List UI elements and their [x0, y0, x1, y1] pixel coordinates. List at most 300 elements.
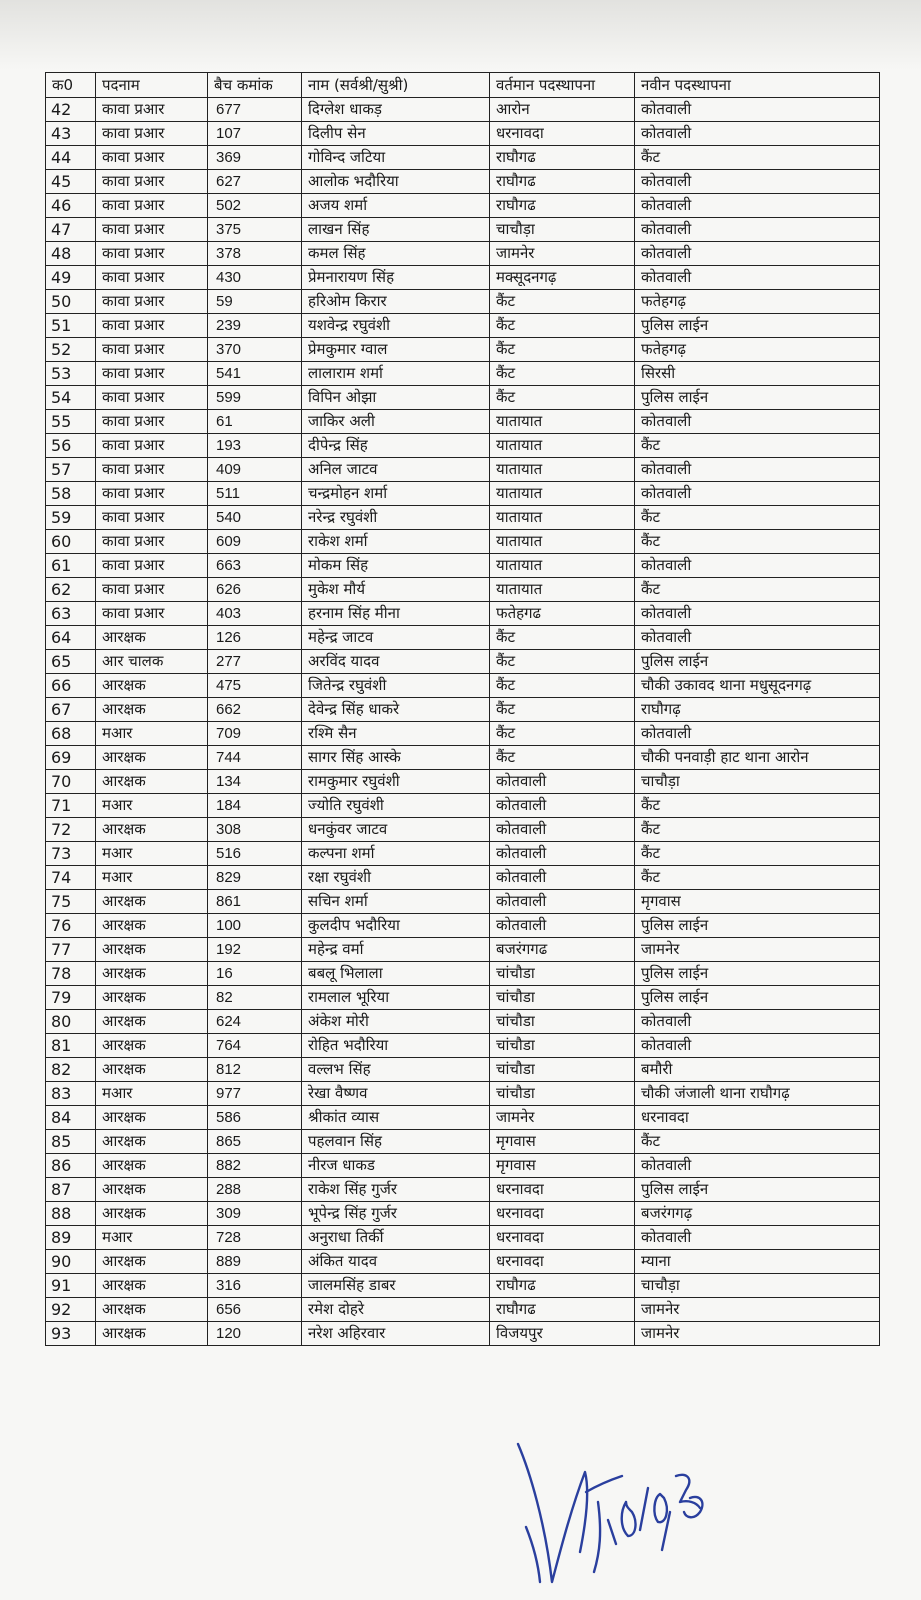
cell-new-posting: कोतवाली [635, 218, 880, 242]
table-row [46, 242, 880, 266]
table-row [46, 218, 880, 242]
cell-batch-number: 316 [208, 1274, 302, 1298]
cell-current-posting: मृगवास [490, 1130, 635, 1154]
cell-name: महेन्द्र जाटव [302, 626, 490, 650]
cell-name: जितेन्द्र रघुवंशी [302, 674, 490, 698]
cell-designation: आरक्षक [96, 1274, 208, 1298]
cell-designation: कावा प्रआर [96, 362, 208, 386]
signature [490, 1432, 710, 1592]
cell-serial: 76 [46, 914, 96, 938]
cell-serial: 77 [46, 938, 96, 962]
cell-designation: आरक्षक [96, 1322, 208, 1346]
cell-batch-number: 107 [208, 122, 302, 146]
table-row [46, 1178, 880, 1202]
cell-current-posting: कैंट [490, 290, 635, 314]
cell-batch-number: 403 [208, 602, 302, 626]
cell-current-posting: बजरंगगढ [490, 938, 635, 962]
cell-name: धनकुंवर जाटव [302, 818, 490, 842]
cell-new-posting: पुलिस लाईन [635, 314, 880, 338]
cell-new-posting: कोतवाली [635, 626, 880, 650]
cell-new-posting: कोतवाली [635, 554, 880, 578]
cell-serial: 65 [46, 650, 96, 674]
cell-serial: 80 [46, 1010, 96, 1034]
cell-name: रक्षा रघुवंशी [302, 866, 490, 890]
cell-serial: 67 [46, 698, 96, 722]
cell-name: वल्लभ सिंह [302, 1058, 490, 1082]
cell-name: जाकिर अली [302, 410, 490, 434]
cell-batch-number: 889 [208, 1250, 302, 1274]
cell-serial: 51 [46, 314, 96, 338]
cell-designation: मआर [96, 842, 208, 866]
cell-name: जालमसिंह डाबर [302, 1274, 490, 1298]
cell-serial: 73 [46, 842, 96, 866]
cell-designation: कावा प्रआर [96, 194, 208, 218]
cell-name: दिलीप सेन [302, 122, 490, 146]
cell-new-posting: कैंट [635, 578, 880, 602]
cell-batch-number: 370 [208, 338, 302, 362]
cell-designation: आरक्षक [96, 890, 208, 914]
cell-batch-number: 288 [208, 1178, 302, 1202]
table-row [46, 506, 880, 530]
cell-new-posting: कोतवाली [635, 194, 880, 218]
cell-serial: 74 [46, 866, 96, 890]
cell-name: अनुराधा तिर्की [302, 1226, 490, 1250]
table-row [46, 722, 880, 746]
cell-serial: 54 [46, 386, 96, 410]
cell-name: नीरज धाकड [302, 1154, 490, 1178]
cell-serial: 71 [46, 794, 96, 818]
cell-designation: आरक्षक [96, 818, 208, 842]
table-row [46, 650, 880, 674]
cell-current-posting: चांचौडा [490, 1058, 635, 1082]
cell-name: महेन्द्र वर्मा [302, 938, 490, 962]
cell-name: रमेश दोहरे [302, 1298, 490, 1322]
cell-new-posting: चौकी उकावद थाना मधुसूदनगढ़ [635, 674, 880, 698]
table-row [46, 770, 880, 794]
cell-name: अंकित यादव [302, 1250, 490, 1274]
cell-serial: 78 [46, 962, 96, 986]
cell-batch-number: 627 [208, 170, 302, 194]
table-row [46, 866, 880, 890]
cell-designation: आरक्षक [96, 1106, 208, 1130]
cell-name: प्रेमनारायण सिंह [302, 266, 490, 290]
table-row [46, 530, 880, 554]
cell-new-posting: पुलिस लाईन [635, 1178, 880, 1202]
cell-serial: 56 [46, 434, 96, 458]
cell-new-posting: फतेहगढ़ [635, 290, 880, 314]
cell-new-posting: चौकी जंजाली थाना राघौगढ़ [635, 1082, 880, 1106]
cell-current-posting: कोतवाली [490, 770, 635, 794]
table-row [46, 170, 880, 194]
cell-batch-number: 764 [208, 1034, 302, 1058]
table-row [46, 362, 880, 386]
cell-name: अंकेश मोरी [302, 1010, 490, 1034]
cell-batch-number: 744 [208, 746, 302, 770]
cell-current-posting: चाचौड़ा [490, 218, 635, 242]
cell-current-posting: यातायात [490, 530, 635, 554]
cell-new-posting: सिरसी [635, 362, 880, 386]
cell-serial: 82 [46, 1058, 96, 1082]
cell-name: श्रीकांत व्यास [302, 1106, 490, 1130]
cell-batch-number: 599 [208, 386, 302, 410]
header-serial: क0 [46, 73, 96, 98]
cell-designation: कावा प्रआर [96, 170, 208, 194]
signature-drawing [490, 1432, 710, 1592]
cell-serial: 72 [46, 818, 96, 842]
cell-batch-number: 586 [208, 1106, 302, 1130]
cell-name: भूपेन्द्र सिंह गुर्जर [302, 1202, 490, 1226]
cell-serial: 89 [46, 1226, 96, 1250]
table-row [46, 314, 880, 338]
cell-batch-number: 829 [208, 866, 302, 890]
cell-current-posting: मक्सूदनगढ़ [490, 266, 635, 290]
cell-designation: आरक्षक [96, 1202, 208, 1226]
table-row [46, 266, 880, 290]
cell-current-posting: कोतवाली [490, 890, 635, 914]
cell-name: हरिओम किरार [302, 290, 490, 314]
header-designation: पदनाम [96, 73, 208, 98]
cell-batch-number: 475 [208, 674, 302, 698]
header-batch-number: बैच कमांक [208, 73, 302, 98]
table-row [46, 1298, 880, 1322]
cell-batch-number: 309 [208, 1202, 302, 1226]
cell-batch-number: 516 [208, 842, 302, 866]
cell-name: राकेश सिंह गुर्जर [302, 1178, 490, 1202]
cell-designation: मआर [96, 1082, 208, 1106]
cell-batch-number: 540 [208, 506, 302, 530]
transfer-list-table [45, 72, 880, 1346]
table-row [46, 578, 880, 602]
cell-designation: कावा प्रआर [96, 266, 208, 290]
cell-new-posting: कोतवाली [635, 602, 880, 626]
cell-current-posting: फतेहगढ [490, 602, 635, 626]
cell-batch-number: 430 [208, 266, 302, 290]
cell-name: रश्मि सैन [302, 722, 490, 746]
table-row [46, 290, 880, 314]
cell-current-posting: यातायात [490, 458, 635, 482]
cell-batch-number: 308 [208, 818, 302, 842]
cell-designation: आरक्षक [96, 1178, 208, 1202]
cell-new-posting: कोतवाली [635, 170, 880, 194]
cell-current-posting: धरनावदा [490, 1202, 635, 1226]
table-header-row [46, 73, 880, 98]
cell-name: चन्द्रमोहन शर्मा [302, 482, 490, 506]
cell-serial: 86 [46, 1154, 96, 1178]
cell-batch-number: 624 [208, 1010, 302, 1034]
cell-serial: 81 [46, 1034, 96, 1058]
cell-name: नरेश अहिरवार [302, 1322, 490, 1346]
cell-serial: 60 [46, 530, 96, 554]
cell-serial: 52 [46, 338, 96, 362]
cell-serial: 75 [46, 890, 96, 914]
cell-current-posting: कैंट [490, 650, 635, 674]
cell-current-posting: आरोन [490, 98, 635, 122]
cell-name: नरेन्द्र रघुवंशी [302, 506, 490, 530]
cell-serial: 63 [46, 602, 96, 626]
cell-new-posting: कैंट [635, 866, 880, 890]
cell-designation: कावा प्रआर [96, 410, 208, 434]
cell-designation: मआर [96, 794, 208, 818]
table-row [46, 746, 880, 770]
cell-name: कल्पना शर्मा [302, 842, 490, 866]
cell-current-posting: राघौगढ [490, 194, 635, 218]
cell-serial: 49 [46, 266, 96, 290]
cell-name: सागर सिंह आस्के [302, 746, 490, 770]
cell-serial: 90 [46, 1250, 96, 1274]
cell-serial: 93 [46, 1322, 96, 1346]
cell-designation: आरक्षक [96, 938, 208, 962]
cell-batch-number: 977 [208, 1082, 302, 1106]
header-name: नाम (सर्वश्री/सुश्री) [302, 73, 490, 98]
cell-batch-number: 541 [208, 362, 302, 386]
cell-designation: आरक्षक [96, 698, 208, 722]
cell-batch-number: 134 [208, 770, 302, 794]
table-row [46, 938, 880, 962]
table-row [46, 890, 880, 914]
cell-current-posting: कैंट [490, 386, 635, 410]
cell-designation: आरक्षक [96, 1250, 208, 1274]
cell-name: पहलवान सिंह [302, 1130, 490, 1154]
cell-designation: कावा प्रआर [96, 290, 208, 314]
table-row [46, 1058, 880, 1082]
cell-name: विपिन ओझा [302, 386, 490, 410]
cell-name: हरनाम सिंह मीना [302, 602, 490, 626]
cell-new-posting: कोतवाली [635, 98, 880, 122]
cell-current-posting: कैंट [490, 314, 635, 338]
cell-new-posting: कोतवाली [635, 242, 880, 266]
table-row [46, 458, 880, 482]
cell-name: देवेन्द्र सिंह धाकरे [302, 698, 490, 722]
cell-new-posting: बजरंगगढ़ [635, 1202, 880, 1226]
cell-current-posting: चांचौडा [490, 962, 635, 986]
cell-current-posting: जामनेर [490, 1106, 635, 1130]
cell-new-posting: चौकी पनवाड़ी हाट थाना आरोन [635, 746, 880, 770]
table-row [46, 962, 880, 986]
cell-new-posting: चाचौड़ा [635, 1274, 880, 1298]
cell-name: बबलू भिलाला [302, 962, 490, 986]
table-row [46, 1274, 880, 1298]
cell-current-posting: राघौगढ [490, 1298, 635, 1322]
table-row [46, 914, 880, 938]
cell-designation: आरक्षक [96, 986, 208, 1010]
cell-new-posting: पुलिस लाईन [635, 650, 880, 674]
table-row [46, 1010, 880, 1034]
cell-new-posting: पुलिस लाईन [635, 386, 880, 410]
table-row [46, 626, 880, 650]
cell-new-posting: पुलिस लाईन [635, 914, 880, 938]
cell-batch-number: 663 [208, 554, 302, 578]
cell-designation: आर चालक [96, 650, 208, 674]
cell-current-posting: यातायात [490, 482, 635, 506]
cell-new-posting: जामनेर [635, 938, 880, 962]
cell-current-posting: कैंट [490, 626, 635, 650]
cell-serial: 64 [46, 626, 96, 650]
cell-designation: कावा प्रआर [96, 530, 208, 554]
cell-batch-number: 677 [208, 98, 302, 122]
cell-new-posting: कैंट [635, 794, 880, 818]
cell-name: लालाराम शर्मा [302, 362, 490, 386]
cell-batch-number: 502 [208, 194, 302, 218]
cell-batch-number: 126 [208, 626, 302, 650]
cell-new-posting: कैंट [635, 506, 880, 530]
cell-serial: 58 [46, 482, 96, 506]
table-row [46, 194, 880, 218]
cell-new-posting: कैंट [635, 530, 880, 554]
table-row [46, 98, 880, 122]
cell-new-posting: कैंट [635, 842, 880, 866]
cell-current-posting: यातायात [490, 578, 635, 602]
cell-designation: मआर [96, 1226, 208, 1250]
cell-designation: मआर [96, 722, 208, 746]
cell-serial: 44 [46, 146, 96, 170]
cell-current-posting: कोतवाली [490, 818, 635, 842]
cell-current-posting: चांचौडा [490, 1034, 635, 1058]
cell-batch-number: 61 [208, 410, 302, 434]
cell-new-posting: राघौगढ़ [635, 698, 880, 722]
cell-batch-number: 375 [208, 218, 302, 242]
cell-current-posting: कैंट [490, 698, 635, 722]
cell-current-posting: राघौगढ [490, 146, 635, 170]
cell-batch-number: 193 [208, 434, 302, 458]
cell-new-posting: कोतवाली [635, 458, 880, 482]
cell-batch-number: 378 [208, 242, 302, 266]
cell-name: मुकेश मौर्य [302, 578, 490, 602]
cell-designation: कावा प्रआर [96, 458, 208, 482]
cell-batch-number: 511 [208, 482, 302, 506]
cell-new-posting: कोतवाली [635, 266, 880, 290]
cell-new-posting: धरनावदा [635, 1106, 880, 1130]
table-row [46, 842, 880, 866]
table-row [46, 1226, 880, 1250]
table-row [46, 434, 880, 458]
cell-new-posting: कोतवाली [635, 1154, 880, 1178]
cell-batch-number: 409 [208, 458, 302, 482]
cell-batch-number: 728 [208, 1226, 302, 1250]
cell-designation: कावा प्रआर [96, 482, 208, 506]
cell-batch-number: 100 [208, 914, 302, 938]
cell-batch-number: 239 [208, 314, 302, 338]
cell-new-posting: कैंट [635, 146, 880, 170]
cell-batch-number: 192 [208, 938, 302, 962]
cell-new-posting: बमौरी [635, 1058, 880, 1082]
table-row [46, 1202, 880, 1226]
table-row [46, 1250, 880, 1274]
cell-new-posting: जामनेर [635, 1322, 880, 1346]
cell-designation: आरक्षक [96, 1154, 208, 1178]
cell-serial: 68 [46, 722, 96, 746]
cell-name: कमल सिंह [302, 242, 490, 266]
cell-designation: आरक्षक [96, 674, 208, 698]
cell-current-posting: चांचौडा [490, 1082, 635, 1106]
cell-serial: 92 [46, 1298, 96, 1322]
table-row [46, 146, 880, 170]
cell-name: ज्योति रघुवंशी [302, 794, 490, 818]
cell-batch-number: 59 [208, 290, 302, 314]
cell-batch-number: 656 [208, 1298, 302, 1322]
cell-new-posting: कोतवाली [635, 1034, 880, 1058]
cell-new-posting: कोतवाली [635, 1226, 880, 1250]
cell-designation: आरक्षक [96, 1130, 208, 1154]
table-row [46, 1130, 880, 1154]
cell-serial: 50 [46, 290, 96, 314]
cell-serial: 46 [46, 194, 96, 218]
cell-current-posting: कोतवाली [490, 842, 635, 866]
cell-designation: कावा प्रआर [96, 578, 208, 602]
cell-designation: कावा प्रआर [96, 146, 208, 170]
table-row [46, 386, 880, 410]
cell-batch-number: 861 [208, 890, 302, 914]
cell-new-posting: म्याना [635, 1250, 880, 1274]
cell-current-posting: कोतवाली [490, 866, 635, 890]
cell-designation: कावा प्रआर [96, 506, 208, 530]
cell-current-posting: यातायात [490, 434, 635, 458]
cell-serial: 57 [46, 458, 96, 482]
cell-new-posting: कोतवाली [635, 482, 880, 506]
cell-designation: कावा प्रआर [96, 122, 208, 146]
cell-serial: 69 [46, 746, 96, 770]
cell-current-posting: कैंट [490, 722, 635, 746]
cell-new-posting: चाचौड़ा [635, 770, 880, 794]
cell-batch-number: 609 [208, 530, 302, 554]
cell-current-posting: विजयपुर [490, 1322, 635, 1346]
table-row [46, 674, 880, 698]
cell-designation: कावा प्रआर [96, 554, 208, 578]
table-row [46, 122, 880, 146]
cell-name: अजय शर्मा [302, 194, 490, 218]
cell-serial: 42 [46, 98, 96, 122]
cell-name: लाखन सिंह [302, 218, 490, 242]
cell-new-posting: कोतवाली [635, 1010, 880, 1034]
cell-designation: कावा प्रआर [96, 386, 208, 410]
table-row [46, 1082, 880, 1106]
cell-serial: 70 [46, 770, 96, 794]
cell-serial: 48 [46, 242, 96, 266]
cell-serial: 87 [46, 1178, 96, 1202]
cell-current-posting: कोतवाली [490, 794, 635, 818]
cell-serial: 79 [46, 986, 96, 1010]
table-row [46, 698, 880, 722]
cell-new-posting: कैंट [635, 1130, 880, 1154]
cell-name: दीपेन्द्र सिंह [302, 434, 490, 458]
cell-new-posting: जामनेर [635, 1298, 880, 1322]
table-row [46, 818, 880, 842]
table-row [46, 794, 880, 818]
cell-batch-number: 82 [208, 986, 302, 1010]
cell-new-posting: कैंट [635, 434, 880, 458]
cell-current-posting: धरनावदा [490, 1178, 635, 1202]
cell-new-posting: मृगवास [635, 890, 880, 914]
cell-serial: 62 [46, 578, 96, 602]
cell-current-posting: कोतवाली [490, 914, 635, 938]
header-new-posting: नवीन पदस्थापना [635, 73, 880, 98]
cell-name: राकेश शर्मा [302, 530, 490, 554]
cell-designation: कावा प्रआर [96, 98, 208, 122]
cell-name: मोकम सिंह [302, 554, 490, 578]
cell-new-posting: कोतवाली [635, 410, 880, 434]
cell-designation: आरक्षक [96, 914, 208, 938]
cell-serial: 66 [46, 674, 96, 698]
table-row [46, 554, 880, 578]
cell-name: गोविन्द जटिया [302, 146, 490, 170]
cell-batch-number: 709 [208, 722, 302, 746]
cell-current-posting: राघौगढ [490, 1274, 635, 1298]
cell-batch-number: 277 [208, 650, 302, 674]
cell-name: सचिन शर्मा [302, 890, 490, 914]
cell-designation: कावा प्रआर [96, 338, 208, 362]
table-body [46, 98, 880, 1346]
cell-designation: आरक्षक [96, 1058, 208, 1082]
cell-serial: 88 [46, 1202, 96, 1226]
